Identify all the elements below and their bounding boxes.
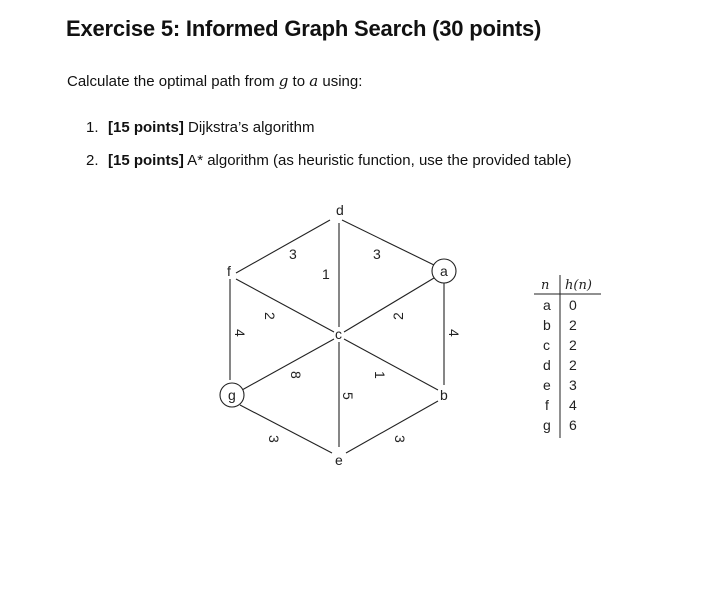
node-label-g: g [228,387,236,403]
node-label-b: b [440,387,448,403]
table-row-node: e [543,377,551,393]
edge-f-d [236,220,330,273]
edge-weight-f-g: 4 [232,329,248,337]
heuristic-table [531,272,611,442]
table-row-value: 6 [569,417,577,433]
task-list [86,119,572,185]
edge-weight-c-b: 1 [372,371,388,379]
edge-weight-e-b: 3 [392,435,408,443]
node-label-a: a [440,263,448,279]
table-row-value: 2 [569,317,577,333]
table-row-value: 4 [569,397,577,413]
node-label-e: e [335,452,343,468]
table-row-node: d [543,357,551,373]
graph-diagram [210,195,480,475]
edge-weight-c-a: 2 [390,312,406,320]
edge-weight-f-d: 3 [289,246,297,262]
table-row-node: c [543,337,550,353]
intro-text [67,72,362,90]
task-text: Dijkstra’s algorithm [183,119,315,136]
table-row-node: f [545,397,549,413]
start-node-var: g [278,72,289,90]
edge-weight-d-a: 3 [373,246,381,262]
edge-c-a [344,278,434,332]
node-label-d: d [336,202,344,218]
intro-mid: to [288,73,310,90]
edge-c-b [344,339,438,390]
edge-weight-c-g: 8 [288,371,304,379]
task-text: A* algorithm (as heuristic function, use the provided table) [183,152,572,169]
node-label-f: f [227,263,231,279]
edge-weight-f-c: 2 [262,312,278,320]
edge-weight-a-b: 4 [446,329,462,337]
intro-suffix: using: [318,73,363,90]
table-row-value: 2 [569,337,577,353]
edge-weight-d-c: 1 [322,266,330,282]
task-points: [15 points] [108,152,184,169]
node-label-c: c [335,326,342,342]
task-item-astar [86,152,572,185]
page-title: Exercise 5: Informed Graph Search (30 points) [66,16,542,41]
table-row-value: 0 [569,297,577,313]
edge-weight-g-e: 3 [266,435,282,443]
task-item-dijkstra [86,119,572,152]
edge-e-b [346,401,438,453]
task-number: 1. [86,119,99,136]
table-row-node: b [543,317,551,333]
table-row-value: 3 [569,377,577,393]
edge-g-e [240,405,332,453]
edge-f-c [236,279,334,332]
table-header-h: h(n) [565,278,592,293]
table-row-value: 2 [569,357,577,373]
table-row-node: g [543,417,551,433]
task-number: 2. [86,152,99,169]
goal-node-var: a [309,72,319,90]
edge-weight-c-e: 5 [340,392,356,400]
task-points: [15 points] [108,119,184,136]
edge-c-g [242,339,334,390]
intro-prefix: Calculate the optimal path from [67,73,279,90]
edge-d-a [342,220,434,265]
table-row-node: a [543,297,551,313]
table-header-n: n [541,278,550,293]
